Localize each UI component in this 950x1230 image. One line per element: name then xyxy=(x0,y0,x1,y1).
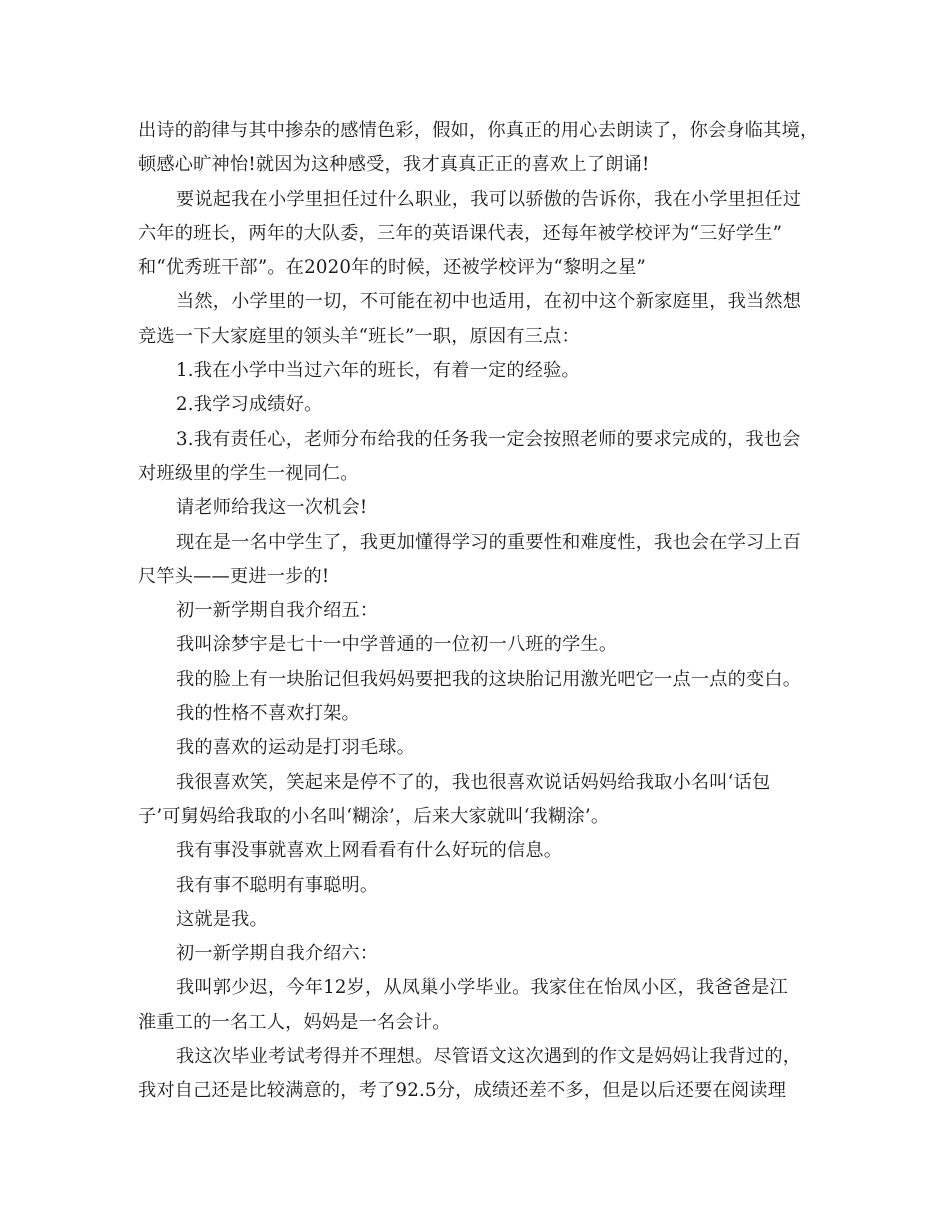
text-line: 3.我有责任心，老师分布给我的任务我一定会按照老师的要求完成的，我也会 xyxy=(176,428,801,450)
text-line: 我叫涂梦宇是七十一中学普通的一位初一八班的学生。 xyxy=(176,634,618,656)
text-line: 我叫郭少迟，今年12岁，从凤巢小学毕业。我家住在怡凤小区，我爸爸是江 xyxy=(176,977,788,999)
text-line: 我的喜欢的运动是打羽毛球。 xyxy=(176,737,416,759)
text-line: 这就是我。 xyxy=(176,908,268,930)
text-line: 初一新学期自我介绍六： xyxy=(176,943,379,965)
text-line: 淮重工的一名工人，妈妈是一名会计。 xyxy=(138,1011,451,1033)
document-body xyxy=(138,114,830,1109)
text-line: 子’可舅妈给我取的小名叫‘糊涂’，后来大家就叫‘我糊涂’。 xyxy=(138,805,610,827)
text-line: 要说起我在小学里担任过什么职业，我可以骄傲的告诉你，我在小学里担任过 xyxy=(176,188,802,210)
text-line: 我有事不聪明有事聪明。 xyxy=(176,874,379,896)
text-line: 竞选一下大家庭里的领头羊“班长”一职，原因有三点： xyxy=(138,325,580,347)
text-line: 出诗的韵律与其中掺杂的感情色彩，假如，你真正的用心去朗读了，你会身临其境， xyxy=(138,120,819,141)
text-line: 2.我学习成绩好。 xyxy=(176,394,323,416)
text-line: 现在是一名中学生了，我更加懂得学习的重要性和难度性，我也会在学习上百 xyxy=(176,531,802,553)
text-line: 尺竿头——更进一步的! xyxy=(138,565,330,587)
text-line: 六年的班长，两年的大队委，三年的英语课代表，还每年被学校评为“三好学生” xyxy=(138,222,783,244)
text-line: 请老师给我这一次机会! xyxy=(176,497,368,519)
text-line: 我的性格不喜欢打架。 xyxy=(176,703,360,725)
text-line: 我对自己还是比较满意的，考了92.5分，成绩还差不多，但是以后还要在阅读理 xyxy=(138,1080,787,1102)
text-line: 初一新学期自我介绍五： xyxy=(176,600,379,622)
text-line: 我很喜欢笑，笑起来是停不了的，我也很喜欢说话妈妈给我取小名叫‘话包 xyxy=(176,771,771,793)
text-line: 1.我在小学中当过六年的班长，有着一定的经验。 xyxy=(176,360,580,382)
text-line: 顿感心旷神怡!就因为这种感受，我才真真正正的喜欢上了朗诵! xyxy=(138,154,650,176)
text-line: 我的脸上有一块胎记但我妈妈要把我的这块胎记用激光吧它一点一点的变白。 xyxy=(176,668,802,690)
text-line: 我这次毕业考试考得并不理想。尽管语文这次遇到的作文是妈妈让我背过的， xyxy=(176,1046,802,1068)
text-line: 当然，小学里的一切，不可能在初中也适用，在初中这个新家庭里，我当然想 xyxy=(176,291,802,313)
text-line: 和“优秀班干部”。在2020年的时候，还被学校评为“黎明之星” xyxy=(138,257,646,279)
text-line: 对班级里的学生一视同仁。 xyxy=(138,462,359,484)
text-line: 我有事没事就喜欢上网看看有什么好玩的信息。 xyxy=(176,840,563,862)
